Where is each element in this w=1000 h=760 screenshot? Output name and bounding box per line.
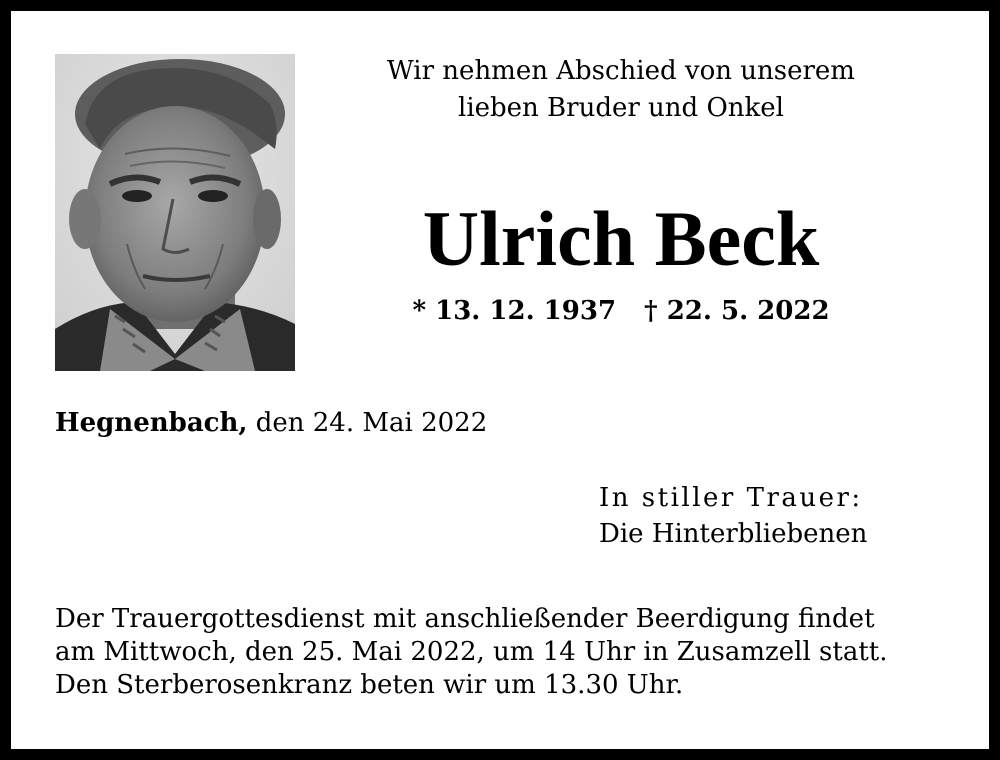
funeral-notice — [55, 603, 887, 702]
intro-line-1: Wir nehmen Abschied von unserem — [387, 56, 855, 86]
signature-line-2: Die Hinterbliebenen — [599, 519, 868, 549]
portrait-photo — [55, 54, 295, 371]
life-dates — [341, 293, 901, 329]
intro-text — [341, 53, 901, 127]
notice-line-3: Den Sterberosenkranz beten wir um 13.30 Uhr. — [55, 670, 684, 700]
deceased-name: Ulrich Beck — [422, 195, 820, 282]
signature-line-1: In stiller Trauer: — [599, 483, 863, 513]
intro-line-2: lieben Bruder und Onkel — [458, 93, 784, 123]
notice-line-1: Der Trauergottesdienst mit anschließender Beerdigung findet — [55, 604, 875, 634]
place-date-line — [55, 405, 487, 441]
place-name: Hegnenbach, — [55, 408, 248, 438]
announcement-date: den 24. Mai 2022 — [255, 408, 488, 438]
birth-date: * 13. 12. 1937 — [412, 296, 617, 326]
signature-block — [599, 480, 867, 552]
death-date: † 22. 5. 2022 — [644, 296, 830, 326]
notice-line-2: am Mittwoch, den 25. Mai 2022, um 14 Uhr in Zusamzell statt. — [55, 637, 888, 667]
